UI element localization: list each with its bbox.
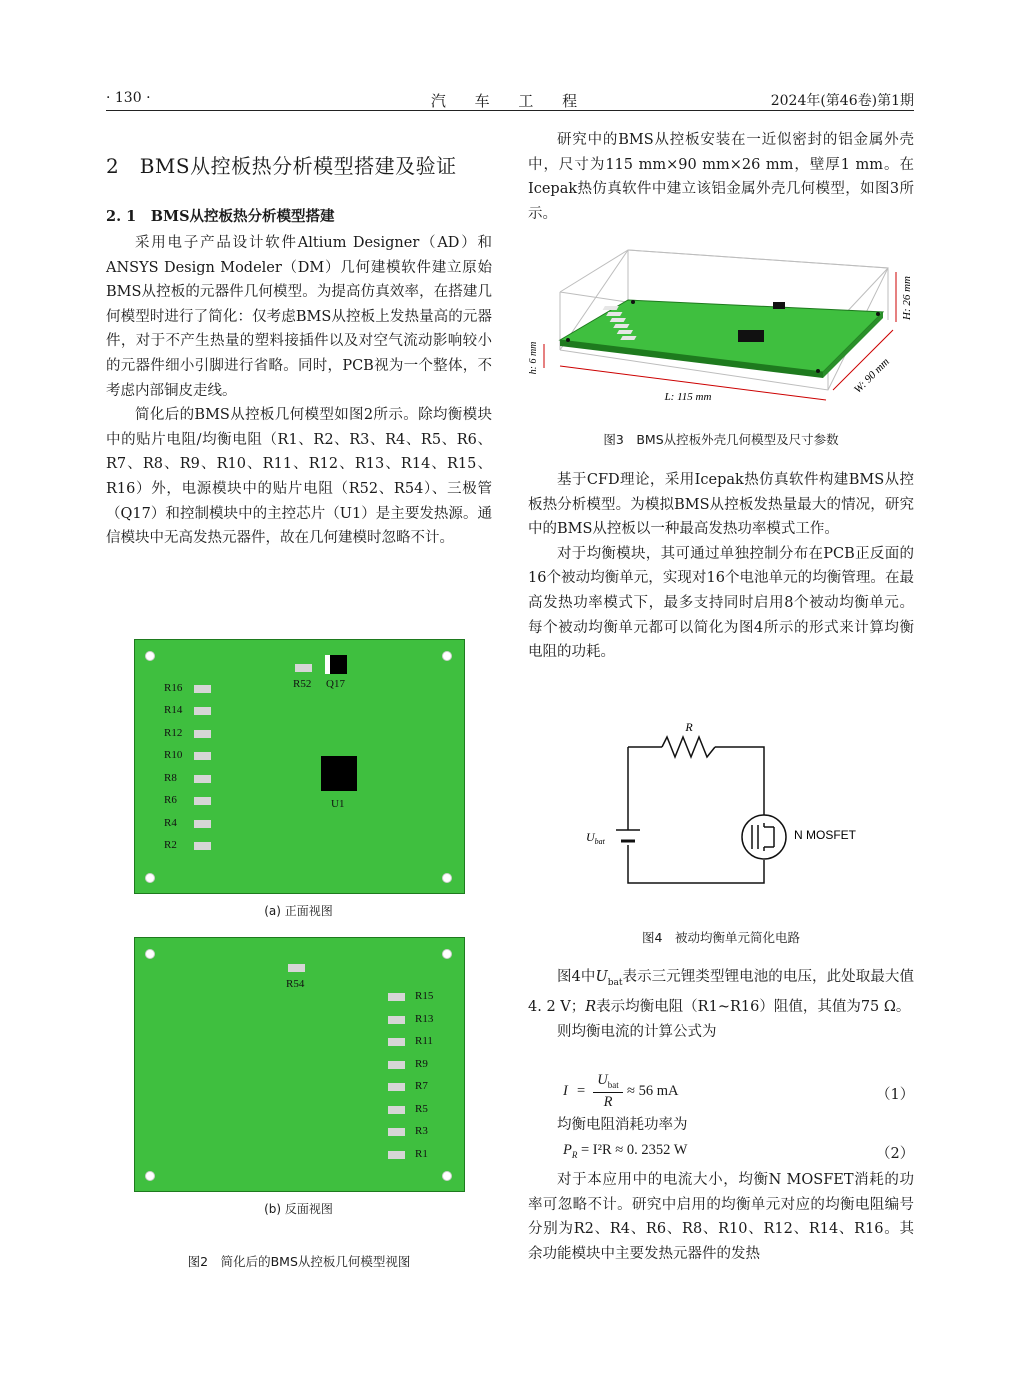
label-r13: R13 <box>415 1013 434 1025</box>
resistor-pad <box>388 1106 405 1114</box>
label-r14: R14 <box>164 704 183 716</box>
page-number: · 130 · <box>106 90 151 106</box>
issue-info: 2024年(第46卷)第1期 <box>770 93 914 109</box>
resistor-pad <box>194 797 211 805</box>
mount-hole <box>145 873 155 883</box>
mount-hole <box>442 651 452 661</box>
label-u <box>586 830 606 846</box>
eq1-rhs: ≈ 56 mA <box>627 1083 679 1099</box>
resistor-pad <box>194 752 211 760</box>
transistor-q17-lead <box>325 655 330 674</box>
dim-h: H: 26 mm <box>901 276 913 320</box>
left-column-text <box>106 231 492 551</box>
resistor-pad <box>194 685 211 693</box>
equation-2 <box>563 1142 813 1160</box>
right-column-text-top <box>528 128 914 226</box>
fig2a-caption: (a) 正面视图 <box>264 904 333 918</box>
mount-hole <box>442 873 452 883</box>
paragraph: 简化后的BMS从控板几何模型如图2所示。除均衡模块中的贴片电阻/均衡电阻（R1、R2、R3、R4、R5、R6、R7、R8、R9、R10、R11、R12、R13、R14、R15、R16）外，电源模块中的贴片电阻（R52、R54）、三极管（Q17）和控制模块中的主控芯片（U1）是主要发热源。通信模块中无高发热元器件，故在几何建模时忽略不计。 <box>106 407 492 547</box>
right-column-text-mid <box>528 468 914 665</box>
label-r54: R54 <box>286 978 305 990</box>
u-sub: bat <box>594 837 605 846</box>
paragraph: 则均衡电流的计算公式为 <box>557 1024 717 1041</box>
eq2-number: （2） <box>876 1146 915 1162</box>
symbol-u: U <box>595 969 608 985</box>
symbol-sub: bat <box>607 977 623 988</box>
fig3-caption: 图3 BMS从控板外壳几何模型及尺寸参数 <box>603 432 839 447</box>
resistor-pad-r54 <box>288 964 305 972</box>
label-r9: R9 <box>415 1058 428 1070</box>
right-column-text-end <box>528 1168 914 1266</box>
eq1-num-sub: bat <box>607 1079 619 1090</box>
eq1-equals: = <box>577 1083 586 1099</box>
section-title: 2 BMS从控板热分析模型搭建及验证 <box>106 154 457 178</box>
subsection-title: 2. 1 BMS从控板热分析模型搭建 <box>106 208 335 225</box>
dim-w: W: 90 mm <box>851 355 892 396</box>
eq1-number: （1） <box>876 1087 915 1103</box>
text-part: 表示均衡电阻（R1~R16）阻值，其值为75 Ω。 <box>596 999 911 1016</box>
pcb-front-view <box>134 639 465 894</box>
fig4-caption: 图4 被动均衡单元简化电路 <box>642 930 800 945</box>
text-part: 表示三元锂类型锂电池的电压，此处取最大值4. 2 V； <box>528 969 915 1016</box>
resistor-pad <box>194 707 211 715</box>
eq2-rhs: = I²R ≈ 0. 2352 W <box>580 1142 688 1158</box>
chip-u1 <box>321 756 357 791</box>
paragraph: 采用电子产品设计软件Altium Designer（AD）和ANSYS Design Modeler（DM）几何建模软件建立原始BMS从控板的元器件几何模型。为提高仿真效率，在搭建几何模型时进行了简化：仅考虑BMS从控板上发热量高的元器件，对于不产生热量的塑料接插件以及对空气流动影响较小的元器件细小引脚进行省略。同时，PCB视为一个整体，不考虑内部铜皮走线。 <box>106 235 492 399</box>
journal-name: 汽 车 工 程 <box>430 92 590 110</box>
eq1-fraction-bar <box>593 1092 623 1093</box>
label-r16: R16 <box>164 682 183 694</box>
label-r: R <box>685 720 693 734</box>
mount-hole <box>145 1171 155 1181</box>
label-r52: R52 <box>293 678 312 690</box>
resistor-pad <box>194 730 211 738</box>
eq1-numerator <box>593 1072 623 1090</box>
label-r12: R12 <box>164 727 183 739</box>
fig4-circuit <box>578 715 878 900</box>
eq2-lhs-sub: R <box>571 1149 578 1160</box>
resistor-pad <box>388 1083 405 1091</box>
mount-hole <box>442 1171 452 1181</box>
resistor-pad <box>388 1061 405 1069</box>
equation-1 <box>563 1074 763 1114</box>
resistor-pad <box>194 775 211 783</box>
symbol-r: R <box>585 999 597 1016</box>
resistor-pad-r52 <box>295 664 312 672</box>
eq1-lhs: I <box>563 1083 568 1099</box>
resistor-pad <box>388 1016 405 1024</box>
label-r7: R7 <box>415 1080 428 1092</box>
label-mosfet: N MOSFET <box>794 828 856 842</box>
resistor-pad <box>194 820 211 828</box>
mount-hole <box>145 651 155 661</box>
label-u1: U1 <box>331 798 345 810</box>
label-r11: R11 <box>415 1035 433 1047</box>
label-r4: R4 <box>164 817 177 829</box>
eq1-num-u: U <box>597 1072 608 1088</box>
dim-hpcb: h: 6 mm <box>528 341 539 375</box>
fig2b-caption: (b) 反面视图 <box>264 1202 333 1216</box>
fig3-enclosure-model <box>528 240 914 410</box>
resistor-pad <box>388 993 405 1001</box>
text-part: 图4中 <box>557 969 596 985</box>
label-q17: Q17 <box>326 678 345 690</box>
fig2-caption: 图2 简化后的BMS从控板几何模型视图 <box>187 1254 411 1269</box>
paragraph: 对于均衡模块，其可通过单独控制分布在PCB正反面的16个被动均衡单元，实现对16个电池单元的均衡管理。在最高发热功率模式下，最多支持同时启用8个被动均衡单元。每个被动均衡单元都可以简化为图4所示的形式来计算均衡电阻的功耗。 <box>528 545 914 661</box>
resistor-pad <box>388 1038 405 1046</box>
eq1-denominator: R <box>603 1094 613 1110</box>
label-r5: R5 <box>415 1103 428 1115</box>
right-column-text-bottom <box>528 965 914 1045</box>
resistor-pad <box>194 842 211 850</box>
running-header <box>106 88 914 110</box>
label-r6: R6 <box>164 794 177 806</box>
right-column-eq2-intro <box>528 1113 914 1138</box>
mount-hole <box>145 949 155 959</box>
u-main: U <box>586 830 595 844</box>
resistor-pad <box>388 1128 405 1136</box>
resistor-pad <box>388 1151 405 1159</box>
dim-l: L: 115 mm <box>664 391 712 403</box>
pcb-back-view <box>134 937 465 1192</box>
eq2-lhs: P <box>563 1142 572 1158</box>
paragraph: 基于CFD理论，采用Icepak热仿真软件构建BMS从控板热分析模型。为模拟BMS从控板发热量最大的情况，研究中的BMS从控板以一种最高发热功率模式工作。 <box>528 472 914 538</box>
paragraph: 对于本应用中的电流大小，均衡N MOSFET消耗的功率可忽略不计。研究中启用的均衡单元对应的均衡电阻编号分别为R2、R4、R6、R8、R10、R12、R14、R16。其余功能模块中主要发热元器件的发热 <box>528 1172 914 1262</box>
label-r2: R2 <box>164 839 177 851</box>
label-r15: R15 <box>415 990 434 1002</box>
label-r1: R1 <box>415 1148 428 1160</box>
paragraph: 研究中的BMS从控板安装在一近似密封的铝金属外壳中，尺寸为115 mm×90 mm×26 mm，壁厚1 mm。在Icepak热仿真软件中建立该铝金属外壳几何模型，如图3所示。 <box>528 132 914 222</box>
header-rule <box>106 110 914 111</box>
paragraph: 均衡电阻消耗功率为 <box>557 1117 688 1133</box>
label-r3: R3 <box>415 1125 428 1137</box>
label-r8: R8 <box>164 772 177 784</box>
mount-hole <box>442 949 452 959</box>
paragraph-fig4-explain <box>528 965 914 1020</box>
label-r10: R10 <box>164 749 183 761</box>
